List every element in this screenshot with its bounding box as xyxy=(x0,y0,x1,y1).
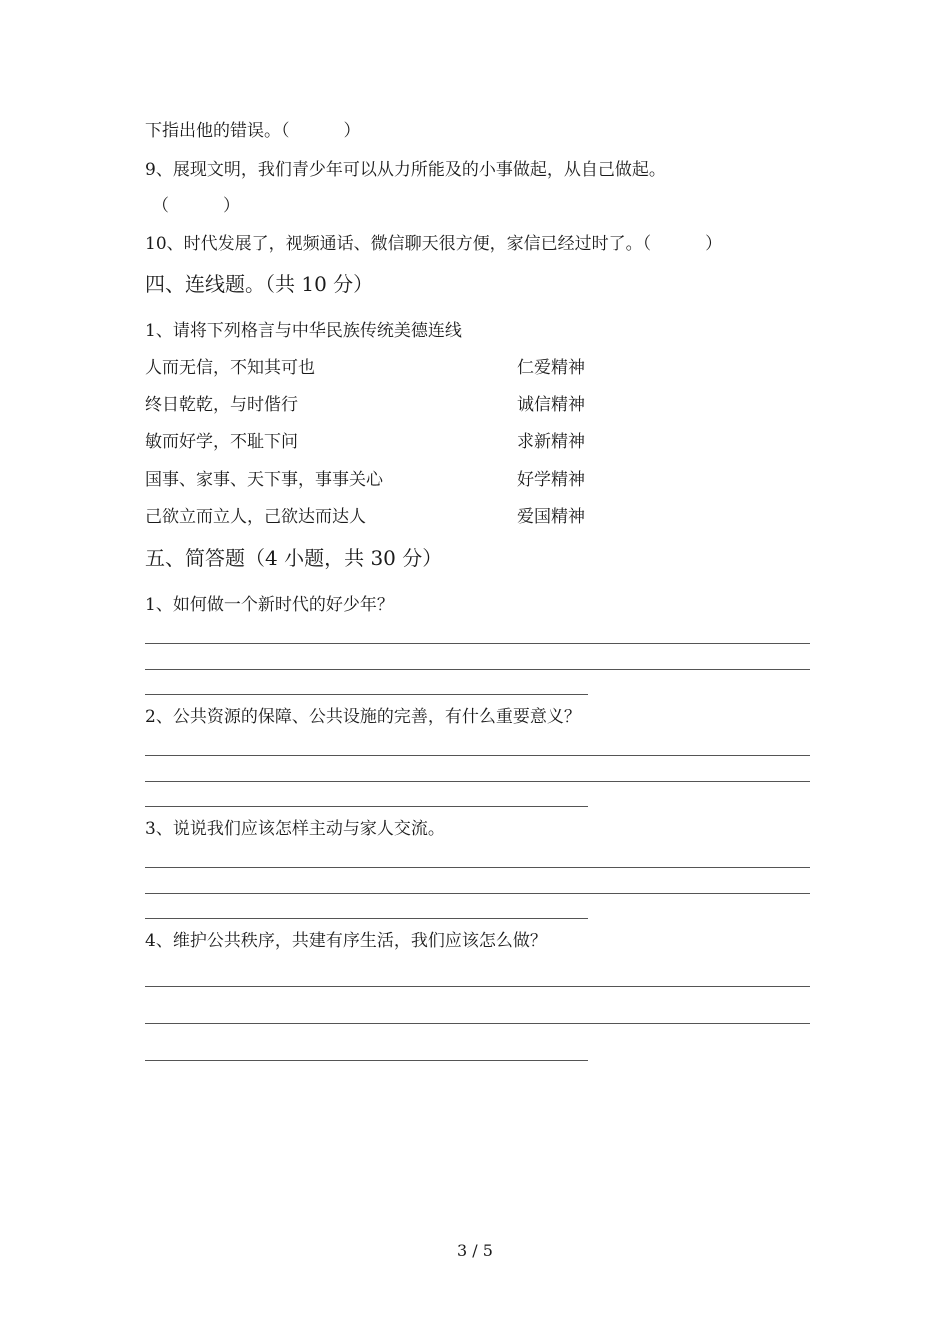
short-answer-question-1: 1、如何做一个新时代的好少年？ xyxy=(145,595,394,615)
answer-line[interactable] xyxy=(145,986,810,987)
answer-line[interactable] xyxy=(145,1023,810,1024)
question-10: 10、时代发展了，视频通话、微信聊天很方便，家信已经过时了。（ ） xyxy=(145,234,723,254)
matching-prompt: 1、请将下列格言与中华民族传统美德连线 xyxy=(145,321,462,341)
answer-line[interactable] xyxy=(145,893,810,894)
section-4-title: 四、连线题。（共 10 分） xyxy=(145,272,374,296)
virtue-item: 诚信精神 xyxy=(517,395,585,415)
short-answer-question-2: 2、公共资源的保障、公共设施的完善，有什么重要意义？ xyxy=(145,707,581,727)
answer-line[interactable] xyxy=(145,867,810,868)
q8-continuation: 下指出他的错误。（ ） xyxy=(145,121,361,141)
answer-line[interactable] xyxy=(145,755,810,756)
question-9-answer-paren: （ ） xyxy=(152,196,241,216)
answer-line[interactable] xyxy=(145,643,810,644)
question-9: 9、展现文明，我们青少年可以从力所能及的小事做起，从自己做起。 xyxy=(145,160,666,180)
maxim-item: 敏而好学，不耻下问 xyxy=(145,432,298,452)
maxim-item: 人而无信，不知其可也 xyxy=(145,358,315,378)
short-answer-question-3: 3、说说我们应该怎样主动与家人交流。 xyxy=(145,819,445,839)
maxim-item: 己欲立而立人，己欲达而达人 xyxy=(145,507,366,527)
answer-line[interactable] xyxy=(145,694,588,695)
answer-line[interactable] xyxy=(145,781,810,782)
virtue-item: 求新精神 xyxy=(517,432,585,452)
section-5-title: 五、简答题（4 小题，共 30 分） xyxy=(145,546,443,570)
virtue-item: 爱国精神 xyxy=(517,507,585,527)
maxim-item: 终日乾乾，与时偕行 xyxy=(145,395,298,415)
answer-line[interactable] xyxy=(145,918,588,919)
virtue-item: 仁爱精神 xyxy=(517,358,585,378)
answer-line[interactable] xyxy=(145,669,810,670)
short-answer-question-4: 4、维护公共秩序，共建有序生活，我们应该怎么做？ xyxy=(145,931,547,951)
page-number: 3 / 5 xyxy=(457,1241,493,1260)
answer-line[interactable] xyxy=(145,1060,588,1061)
maxim-item: 国事、家事、天下事，事事关心 xyxy=(145,470,383,490)
virtue-item: 好学精神 xyxy=(517,470,585,490)
answer-line[interactable] xyxy=(145,806,588,807)
